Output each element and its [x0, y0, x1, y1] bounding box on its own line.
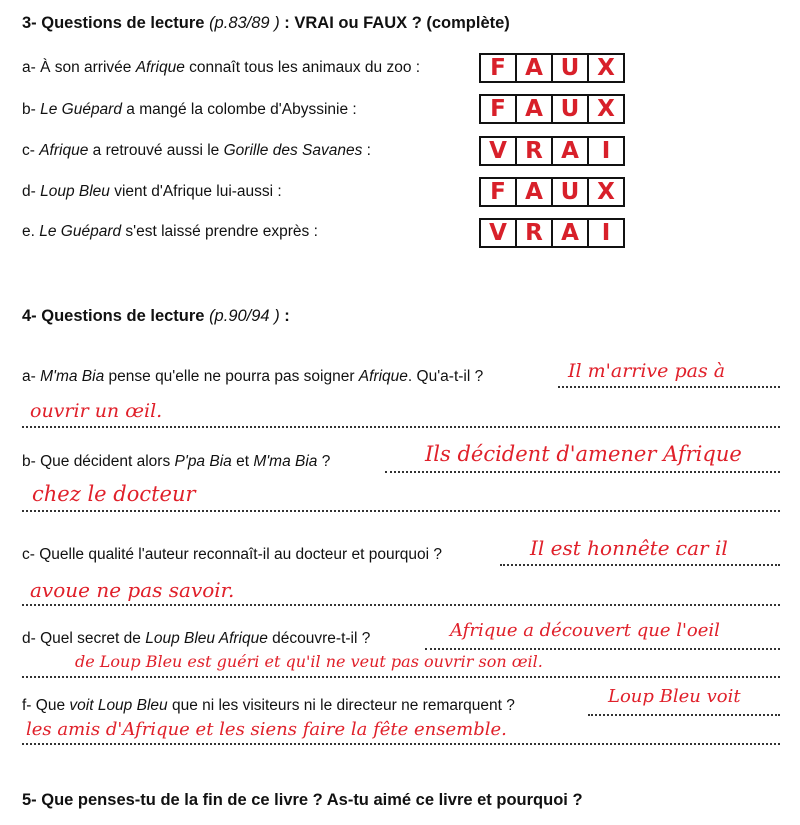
- text: a mangé la colombe d'Abyssinie :: [121, 101, 357, 118]
- section4-pages: (p.90/94 ): [209, 307, 280, 325]
- tf-question-d: [22, 183, 282, 201]
- section3-pages: (p.83/89 ): [209, 14, 280, 32]
- section3-title: 3- Questions de lecture: [22, 14, 205, 32]
- text-italic: Le Guépard: [40, 101, 122, 118]
- answer-letter: X: [587, 96, 623, 122]
- handwritten-answer-f1: Loup Bleu voit: [608, 686, 741, 707]
- section5-heading: 5- Que penses-tu de la fin de ce livre ? As-tu aimé ce livre et pourquoi ?: [22, 791, 583, 809]
- text-italic: voit Loup Bleu: [69, 697, 168, 714]
- answer-letter: A: [551, 138, 587, 164]
- text: c- Quelle qualité l'auteur reconnaît-il au docteur et pourquoi ?: [22, 546, 442, 563]
- text: d-: [22, 183, 41, 200]
- question-c: [22, 546, 442, 564]
- text-italic: M'ma Bia: [40, 368, 105, 385]
- handwritten-answer-f2: les amis d'Afrique et les siens faire la fête ensemble.: [26, 719, 507, 740]
- text: a- À son arrivée: [22, 59, 136, 76]
- answer-letter: A: [515, 96, 551, 122]
- text-italic: Afrique: [358, 368, 408, 385]
- handwritten-answer-a2: ouvrir un œil.: [30, 400, 163, 422]
- answer-line: [22, 426, 780, 428]
- text-italic: Loup Bleu: [40, 183, 110, 200]
- answer-letter: I: [587, 138, 623, 164]
- answer-line: [588, 714, 780, 716]
- handwritten-answer-b2: chez le docteur: [32, 482, 196, 506]
- handwritten-answer-b1: Ils décident d'amener Afrique: [425, 442, 742, 466]
- text: connaît tous les animaux du zoo :: [184, 59, 421, 76]
- answer-letter: U: [551, 179, 587, 205]
- answer-letter: X: [587, 55, 623, 81]
- answer-letter: X: [587, 179, 623, 205]
- text: vient d'Afrique lui-aussi :: [109, 183, 282, 200]
- text: ?: [317, 453, 331, 470]
- answer-letter: A: [515, 179, 551, 205]
- question-b: [22, 453, 330, 471]
- text: s'est laissé prendre exprès :: [121, 223, 318, 240]
- tf-answer-a: [479, 53, 625, 83]
- answer-line: [385, 471, 780, 473]
- tf-question-e: [22, 223, 318, 241]
- text-italic: Gorille des Savanes: [223, 142, 363, 159]
- handwritten-answer-a1: Il m'arrive pas à: [568, 360, 726, 382]
- tf-answer-c: [479, 136, 625, 166]
- answer-line: [22, 510, 780, 512]
- text-italic: Afrique: [135, 59, 185, 76]
- text: :: [362, 142, 371, 159]
- answer-line: [425, 648, 780, 650]
- text-italic: Loup Bleu Afrique: [145, 630, 268, 647]
- question-f: [22, 697, 515, 715]
- answer-letter: F: [490, 54, 506, 81]
- section3-rest: : VRAI ou FAUX ? (complète): [284, 14, 510, 32]
- answer-letter: F: [490, 95, 506, 122]
- text: f- Que: [22, 697, 70, 714]
- tf-answer-b: [479, 94, 625, 124]
- answer-letter: U: [551, 96, 587, 122]
- tf-answer-e: [479, 218, 625, 248]
- tf-question-a: [22, 59, 420, 77]
- text: pense qu'elle ne pourra pas soigner: [104, 368, 359, 385]
- section4-title: 4- Questions de lecture: [22, 307, 205, 325]
- answer-letter: V: [489, 219, 507, 246]
- text: a retrouvé aussi le: [88, 142, 224, 159]
- text-italic: Afrique: [39, 142, 89, 159]
- section4-heading: [22, 307, 290, 326]
- tf-answer-d: [479, 177, 625, 207]
- handwritten-answer-d2: de Loup Bleu est guéri et qu'il ne veut pas ouvrir son œil.: [75, 652, 543, 671]
- text-italic: Le Guépard: [39, 223, 122, 240]
- text: a-: [22, 368, 41, 385]
- answer-line: [22, 604, 780, 606]
- question-a: [22, 368, 483, 386]
- answer-line: [500, 564, 780, 566]
- answer-letter: V: [489, 137, 507, 164]
- text: b-: [22, 101, 41, 118]
- answer-letter: F: [490, 178, 506, 205]
- answer-letter: A: [515, 55, 551, 81]
- text: et: [231, 453, 254, 470]
- text: c-: [22, 142, 40, 159]
- handwritten-answer-c2: avoue ne pas savoir.: [30, 578, 235, 602]
- answer-letter: R: [515, 220, 551, 246]
- text: . Qu'a-t-il ?: [407, 368, 484, 385]
- handwritten-answer-d1: Afrique a découvert que l'oeil: [450, 620, 720, 641]
- section4-rest: :: [284, 307, 290, 325]
- text: b- Que décident alors: [22, 453, 175, 470]
- text: d- Quel secret de: [22, 630, 146, 647]
- answer-line: [22, 676, 780, 678]
- handwritten-answer-c1: Il est honnête car il: [530, 536, 728, 560]
- text: e.: [22, 223, 40, 240]
- section3-heading: [22, 14, 510, 33]
- answer-line: [558, 386, 780, 388]
- answer-letter: I: [587, 220, 623, 246]
- text-italic: P'pa Bia: [174, 453, 232, 470]
- tf-question-b: [22, 101, 357, 119]
- text: découvre-t-il ?: [267, 630, 371, 647]
- answer-line: [22, 743, 780, 745]
- text-italic: M'ma Bia: [253, 453, 318, 470]
- text: que ni les visiteurs ni le directeur ne remarquent ?: [167, 697, 515, 714]
- question-d: [22, 630, 370, 648]
- answer-letter: R: [515, 138, 551, 164]
- tf-question-c: [22, 142, 371, 160]
- answer-letter: U: [551, 55, 587, 81]
- answer-letter: A: [551, 220, 587, 246]
